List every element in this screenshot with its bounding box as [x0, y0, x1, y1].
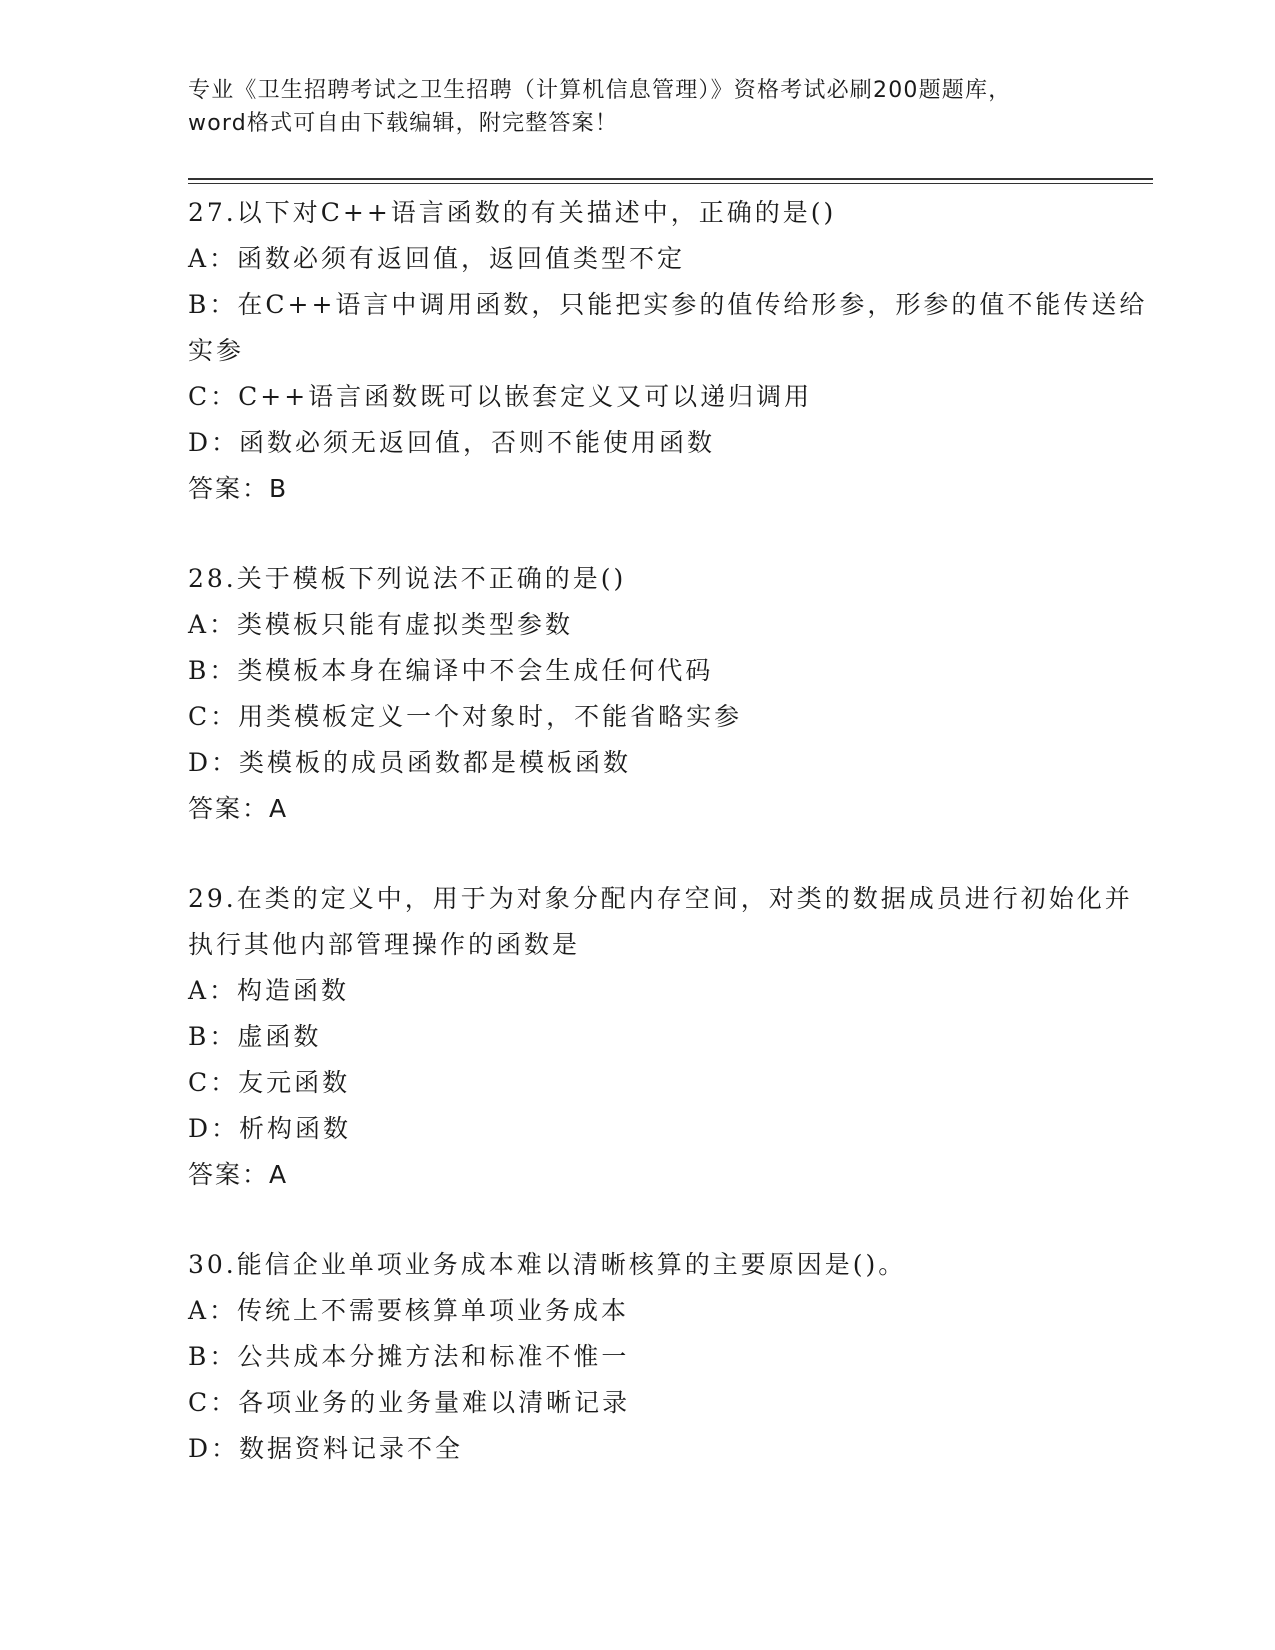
header-rule-thin [188, 183, 1153, 184]
answer-line: 答案：A [188, 794, 289, 823]
question-stem: 28.关于模板下列说法不正确的是() [188, 564, 627, 593]
answer-line: 答案：A [188, 1160, 289, 1189]
option-a: A：传统上不需要核算单项业务成本 [188, 1296, 630, 1325]
header-line-2: word格式可自由下载编辑，附完整答案！ [188, 111, 619, 136]
header-rule-thick [188, 178, 1153, 180]
question-29 [188, 876, 1148, 1198]
question-27 [188, 190, 1148, 512]
question-28 [188, 556, 1148, 832]
question-stem: 29.在类的定义中，用于为对象分配内存空间，对类的数据成员进行初始化并执行其他内部管理操作的函数是 [188, 884, 1133, 959]
option-c: C：用类模板定义一个对象时，不能省略实参 [188, 702, 743, 731]
option-c: C：C++语言函数既可以嵌套定义又可以递归调用 [188, 382, 813, 411]
option-b: B：公共成本分摊方法和标准不惟一 [188, 1342, 630, 1371]
option-b: B：虚函数 [188, 1022, 322, 1051]
option-d: D：析构函数 [188, 1114, 352, 1143]
option-a: A：构造函数 [188, 976, 350, 1005]
header-line-1: 专业《卫生招聘考试之卫生招聘（计算机信息管理）》资格考试必刷200题题库， [188, 78, 1012, 103]
option-d: D：类模板的成员函数都是模板函数 [188, 748, 632, 777]
option-c: C：友元函数 [188, 1068, 351, 1097]
question-stem: 27.以下对C++语言函数的有关描述中，正确的是() [188, 198, 837, 227]
question-list [188, 190, 1148, 1516]
question-30 [188, 1242, 1148, 1472]
option-d: D：数据资料记录不全 [188, 1434, 464, 1463]
option-c: C：各项业务的业务量难以清晰记录 [188, 1388, 631, 1417]
question-stem: 30.能信企业单项业务成本难以清晰核算的主要原因是()。 [188, 1250, 907, 1279]
answer-line: 答案：B [188, 474, 289, 503]
document-header [188, 74, 1088, 140]
option-b: B：在C++语言中调用函数，只能把实参的值传给形参，形参的值不能传送给实参 [188, 290, 1148, 365]
option-b: B：类模板本身在编译中不会生成任何代码 [188, 656, 714, 685]
option-a: A：函数必须有返回值，返回值类型不定 [188, 244, 686, 273]
option-d: D：函数必须无返回值，否则不能使用函数 [188, 428, 716, 457]
option-a: A：类模板只能有虚拟类型参数 [188, 610, 574, 639]
